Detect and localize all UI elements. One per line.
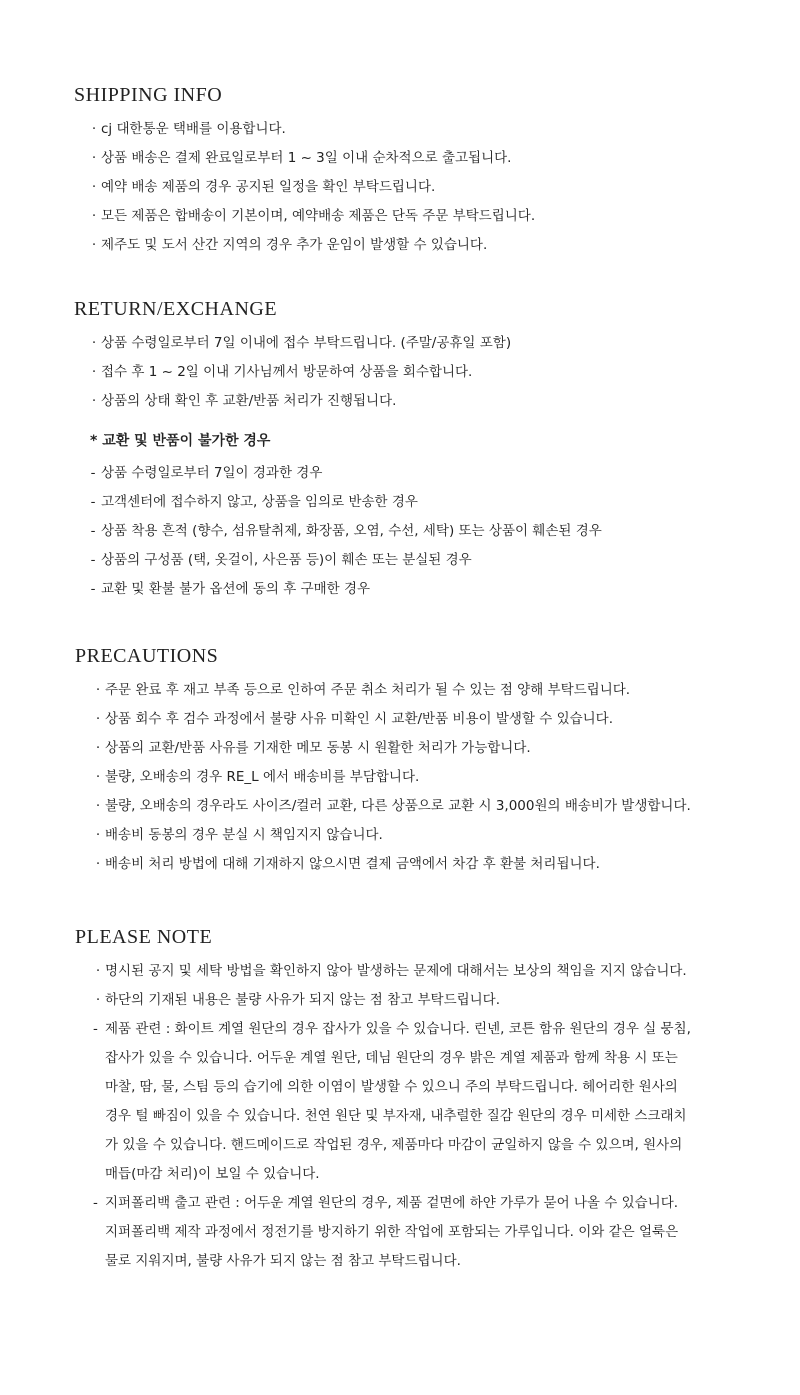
precautions-title: PRECAUTIONS	[75, 645, 219, 667]
return-exchange-title: RETURN/EXCHANGE	[74, 298, 278, 320]
paragraph-line: 물로 지워지며, 불량 사유가 되지 않는 점 참고 부탁드립니다.	[105, 1253, 461, 1269]
paragraph-line: 경우 털 빠짐이 있을 수 있습니다. 천연 원단 및 부자재, 내추럴한 질감 원단의 경우 미세한 스크래치	[105, 1108, 687, 1124]
list-item: · 접수 후 1 ~ 2일 이내 기사님께서 방문하여 상품을 회수합니다.	[91, 364, 473, 380]
please-note-list	[0, 957, 800, 1015]
list-item: · 하단의 기재된 내용은 불량 사유가 되지 않는 점 참고 부탁드립니다.	[95, 992, 501, 1008]
shipping-info-title: SHIPPING INFO	[74, 84, 223, 106]
list-item: - 상품 수령일로부터 7일이 경과한 경우	[90, 465, 323, 481]
list-item: · 제주도 및 도서 산간 지역의 경우 추가 운임이 발생할 수 있습니다.	[91, 237, 488, 253]
not-allowed-heading: * 교환 및 반품이 불가한 경우	[90, 433, 271, 449]
shipping-info-list	[0, 115, 800, 260]
zipper-note-dash: -	[93, 1195, 98, 1211]
zipper-note-paragraph	[105, 1189, 678, 1276]
paragraph-line: 가 있을 수 있습니다. 핸드메이드로 작업된 경우, 제품마다 마감이 균일하지 않을 수 있으며, 원사의	[105, 1137, 683, 1153]
list-item: · 불량, 오배송의 경우라도 사이즈/컬러 교환, 다른 상품으로 교환 시 3,000원의 배송비가 발생합니다.	[95, 798, 691, 814]
paragraph-line: 매듭(마감 처리)이 보일 수 있습니다.	[105, 1166, 320, 1182]
list-item: · 상품 배송은 결제 완료일로부터 1 ~ 3일 이내 순차적으로 출고됩니다.	[91, 150, 512, 166]
list-item: · 모든 제품은 합배송이 기본이며, 예약배송 제품은 단독 주문 부탁드립니다.	[91, 208, 536, 224]
list-item: · 주문 완료 후 재고 부족 등으로 인하여 주문 취소 처리가 될 수 있는 점 양해 부탁드립니다.	[95, 682, 631, 698]
paragraph-line: 지퍼폴리백 제작 과정에서 정전기를 방지하기 위한 작업에 포함되는 가루입니다. 이와 같은 얼룩은	[105, 1224, 679, 1240]
list-item: · 상품의 교환/반품 사유를 기재한 메모 동봉 시 원활한 처리가 가능합니다.	[95, 740, 531, 756]
paragraph-line: 제품 관련 : 화이트 계열 원단의 경우 잡사가 있을 수 있습니다. 린넨, 코튼 함유 원단의 경우 실 뭉침,	[105, 1021, 691, 1037]
list-item: - 상품 착용 흔적 (향수, 섬유탈취제, 화장품, 오염, 수선, 세탁) 또는 상품이 훼손된 경우	[90, 523, 602, 539]
list-item: · 상품 수령일로부터 7일 이내에 접수 부탁드립니다. (주말/공휴일 포함)	[91, 335, 512, 351]
not-allowed-list	[0, 459, 800, 604]
list-item: · 상품 회수 후 검수 과정에서 불량 사유 미확인 시 교환/반품 비용이 발생할 수 있습니다.	[95, 711, 614, 727]
precautions-list	[0, 676, 800, 879]
list-item: - 교환 및 환불 불가 옵션에 동의 후 구매한 경우	[90, 581, 371, 597]
list-item: · 배송비 동봉의 경우 분실 시 책임지지 않습니다.	[95, 827, 383, 843]
paragraph-line: 마찰, 땀, 물, 스팀 등의 습기에 의한 이염이 발생할 수 있으니 주의 부탁드립니다. 헤어리한 원사의	[105, 1079, 678, 1095]
product-note-paragraph	[105, 1015, 691, 1189]
list-item: · 상품의 상태 확인 후 교환/반품 처리가 진행됩니다.	[91, 393, 397, 409]
list-item: · 예약 배송 제품의 경우 공지된 일정을 확인 부탁드립니다.	[91, 179, 436, 195]
list-item: · 배송비 처리 방법에 대해 기재하지 않으시면 결제 금액에서 차감 후 환불 처리됩니다.	[95, 856, 600, 872]
return-exchange-list	[0, 329, 800, 416]
paragraph-line: 지퍼폴리백 출고 관련 : 어두운 계열 원단의 경우, 제품 겉면에 하얀 가루가 묻어 나올 수 있습니다.	[105, 1195, 679, 1211]
list-item: · cj 대한통운 택배를 이용합니다.	[91, 121, 286, 137]
paragraph-line: 잡사가 있을 수 있습니다. 어두운 계열 원단, 데님 원단의 경우 밝은 계열 제품과 함께 착용 시 또는	[105, 1050, 678, 1066]
list-item: · 불량, 오배송의 경우 RE_L 에서 배송비를 부담합니다.	[95, 769, 420, 785]
please-note-title: PLEASE NOTE	[75, 926, 213, 948]
list-item: · 명시된 공지 및 세탁 방법을 확인하지 않아 발생하는 문제에 대해서는 보상의 책임을 지지 않습니다.	[95, 963, 687, 979]
list-item: - 상품의 구성품 (택, 옷걸이, 사은품 등)이 훼손 또는 분실된 경우	[90, 552, 472, 568]
list-item: - 고객센터에 접수하지 않고, 상품을 임의로 반송한 경우	[90, 494, 418, 510]
product-note-dash: -	[93, 1021, 98, 1037]
